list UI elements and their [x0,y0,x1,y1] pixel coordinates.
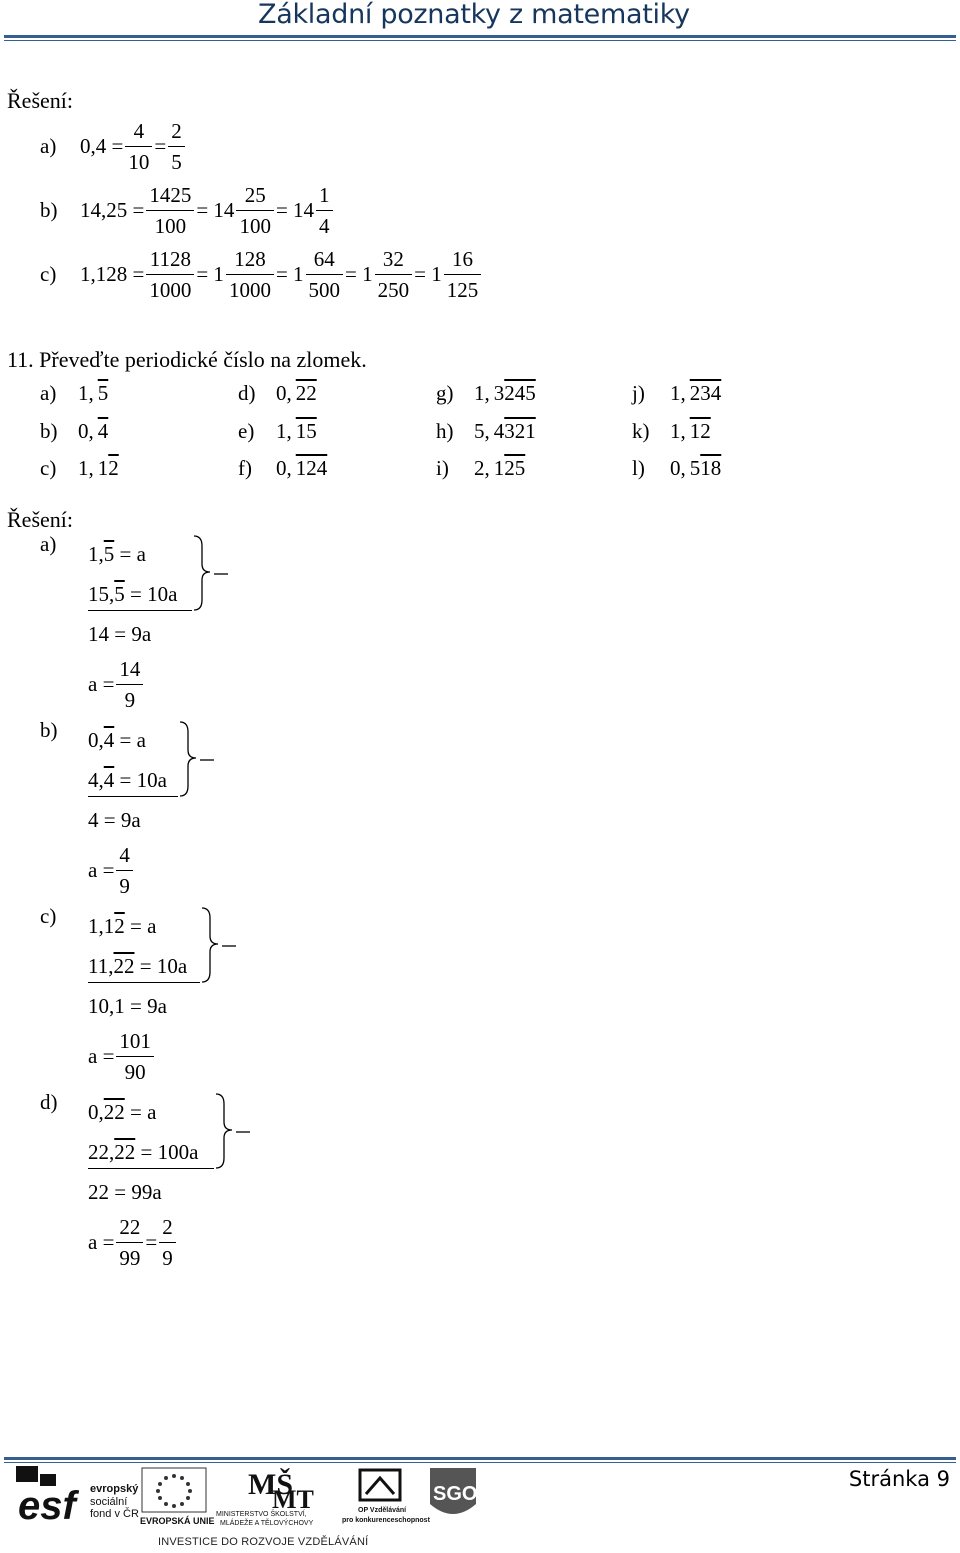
repeating-digits: 5 [114,582,125,606]
task-label: g) [436,381,454,405]
equation-row [88,954,187,978]
numerator: 2 [159,1212,176,1243]
label: b) [40,198,58,222]
expr: 14,25 = [80,198,145,222]
denominator: 90 [124,1060,146,1084]
integer-part: 1, [78,456,94,480]
esf-text-1: evropský [90,1483,139,1495]
expr: 1,1 [88,914,115,938]
equation-row [88,1180,162,1204]
fraction [116,654,143,715]
denominator: 9 [162,1246,173,1270]
fraction: $\frac{16}{125}$ [444,244,482,305]
expr: = a [114,728,146,752]
equation-row [88,582,177,606]
expr: 4, [88,768,104,792]
task-item [436,419,536,443]
result-row [88,840,135,901]
fraction [116,840,133,901]
eu-text: EVROPSKÁ UNIE [140,1516,215,1526]
expr: = 10a [124,582,178,606]
opvk-text-1: OP Vzdělávání [358,1507,407,1514]
equation-row [88,808,141,832]
integer-part: 0, [276,381,292,405]
expr: = 100a [135,1140,199,1164]
expr: 4 = 9a [88,808,141,832]
task-item [238,381,317,405]
right-brace-icon [200,906,240,986]
repeating-digits: 234 [689,381,722,405]
right-brace-icon [214,1092,254,1172]
solution-1c [40,244,483,305]
task-label: f) [238,456,252,480]
task-label: l) [632,456,645,480]
task-item [238,419,317,443]
fraction: $\frac{64}{500}$ [306,244,344,305]
expr: 1, [88,542,104,566]
label: c) [40,262,57,286]
subtraction-line [88,1168,214,1169]
subtraction-line [88,982,200,983]
task-item [632,419,711,443]
integer-part: 1, [276,419,292,443]
task-item [632,456,721,480]
repeating-digits: 124 [295,456,328,480]
fraction [159,1212,176,1273]
equation-row [88,728,146,752]
integer-part: 5, [474,419,490,443]
repeating-digits: 25 [504,456,526,480]
non-repeating-digits: 3 [493,381,505,405]
fraction: $\frac{128}{1000}$ [226,244,274,305]
right-brace-icon [192,534,232,614]
expr: = a [124,1100,157,1124]
numerator: 14 [116,654,143,685]
task-item [40,419,108,443]
integer-part: 1, [670,381,686,405]
expr: 22 = 99a [88,1180,162,1204]
repeating-digits: 22 [114,1140,136,1164]
solution-heading: Řešení: [7,507,73,532]
equals: = [145,1230,158,1254]
task-item [436,456,525,480]
task-label: b) [40,419,58,443]
expr: 0, [88,728,104,752]
non-repeating-digits: 1 [493,456,505,480]
expr: a = [88,1044,115,1068]
right-brace-icon [178,720,218,800]
repeating-digits: 2 [114,914,125,938]
numerator: 101 [116,1026,154,1057]
repeating-digits: 4 [97,419,109,443]
msmt-logo [216,1468,314,1527]
expr: = a [124,914,157,938]
task-item [436,381,536,405]
expr: a = [88,1230,115,1254]
non-repeating-digits: 1 [97,456,109,480]
subtraction-line [88,796,178,797]
fraction: $\frac{1425}{100}$ [146,180,194,241]
repeating-digits: 22 [295,381,317,405]
msmt-text-1: MINISTERSTVO ŠKOLSTVÍ, [216,1511,307,1518]
integer-part: 0, [276,456,292,480]
integer-part: 1, [670,419,686,443]
expr: 22, [88,1140,115,1164]
esf-text-2: sociální [90,1496,128,1508]
task-label: j) [632,381,645,405]
expr: a = [88,672,115,696]
fraction: $\frac{4}{10}$ [125,116,152,177]
equation-row [88,622,151,646]
denominator: 99 [119,1246,141,1270]
equation-row [88,914,156,938]
expr: = a [114,542,146,566]
task-label: c) [40,456,57,480]
repeating-digits: 15 [295,419,317,443]
svg-text:MT: MT [272,1485,314,1514]
numerator: 22 [116,1212,143,1243]
svg-text:esf: esf [18,1484,76,1528]
task-label: k) [632,419,650,443]
task-item [40,381,108,405]
fraction: $\frac{32}{250}$ [375,244,413,305]
solution-label: d) [40,1090,58,1114]
header-rule-thin [4,40,956,41]
denominator: 9 [124,688,136,712]
page-number: Stránka 9 [848,1467,950,1491]
msmt-text-2: MLÁDEŽE A TĚLOVÝCHOVY [220,1520,314,1527]
solution-label: c) [40,904,57,928]
integer-part: 2, [474,456,490,480]
expr: = 1 [275,262,304,286]
task-label: e) [238,419,255,443]
sgo-text: SGO [433,1483,478,1505]
task-label: a) [40,381,57,405]
expr: = 10a [114,768,167,792]
footer-rule [4,1457,956,1460]
expr: 15, [88,582,115,606]
fraction [116,1212,143,1273]
header-title: Základní poznatky z matematiky [258,0,690,30]
fraction: $\frac{1}{4}$ [316,180,333,241]
opvk-text-2: pro konkurenceschopnost [342,1517,430,1524]
non-repeating-digits: 4 [493,419,505,443]
expr: = 1 [345,262,373,286]
numerator: 4 [116,840,133,871]
task-item [632,381,721,405]
repeating-digits: 245 [504,381,536,405]
equals: = [154,134,167,158]
result-row [88,1026,156,1087]
solution-heading: Řešení: [7,88,73,113]
repeating-digits: 22 [103,1100,125,1124]
expr: = 14 [196,198,235,222]
equation-row [88,994,167,1018]
investice-text: INVESTICE DO ROZVOJE VZDĚLÁVÁNÍ [158,1536,369,1548]
repeating-digits: 22 [113,954,135,978]
expr: 11, [88,954,114,978]
task-item [238,456,327,480]
expr: 1,128 = [80,262,145,286]
fraction: $\frac{2}{5}$ [168,116,185,177]
subtraction-line [88,610,192,611]
expr: = 1 [196,262,224,286]
repeating-digits: 5 [97,381,109,405]
sgo-logo [430,1468,477,1514]
expr: 10,1 = 9a [88,994,167,1018]
repeating-digits: 4 [103,768,115,792]
solution-1b [40,180,335,241]
integer-part: 0, [78,419,94,443]
task-label: h) [436,419,454,443]
repeating-digits: 4 [103,728,115,752]
expr: 0, [88,1100,104,1124]
esf-logo [16,1466,139,1528]
repeating-digits: 321 [504,419,536,443]
expr: = 14 [275,198,315,222]
expr: 0,4 = [80,134,124,158]
task-label: d) [238,381,256,405]
equation-row [88,1140,198,1164]
integer-part: 0, [670,456,686,480]
task-item [40,456,119,480]
repeating-digits: 5 [103,542,115,566]
task-label: i) [436,456,449,480]
repeating-digits: 18 [700,456,722,480]
solution-label: a) [40,532,57,556]
expr: 14 = 9a [88,622,152,646]
task-title: 11. Převeďte periodické číslo na zlomek. [7,347,367,372]
equation-row [88,1100,156,1124]
svg-text:MŠ: MŠ [248,1468,293,1501]
solution-1a [40,116,187,177]
non-repeating-digits: 5 [689,456,701,480]
esf-text-3: fond v ČR [90,1508,139,1520]
expr: a = [88,858,115,882]
integer-part: 1, [474,381,490,405]
result-row [88,654,145,715]
integer-part: 1, [78,381,94,405]
equation-row [88,768,167,792]
fraction: $\frac{25}{100}$ [236,180,274,241]
fraction: $\frac{1128}{1000}$ [146,244,194,305]
equation-row [88,542,146,566]
expr: = 1 [414,262,442,286]
footer-rule-thin [4,1462,956,1463]
denominator: 9 [119,874,130,898]
label: a) [40,134,57,158]
page-header [0,0,960,40]
opvk-logo [342,1470,431,1524]
expr: = 10a [134,954,188,978]
result-row [88,1212,178,1273]
fraction [116,1026,154,1087]
repeating-digits: 2 [108,456,119,480]
eu-logo [140,1468,215,1526]
solution-label: b) [40,718,58,742]
funding-logos [10,1464,490,1534]
repeating-digits: 12 [689,419,711,443]
header-rule [4,35,956,38]
